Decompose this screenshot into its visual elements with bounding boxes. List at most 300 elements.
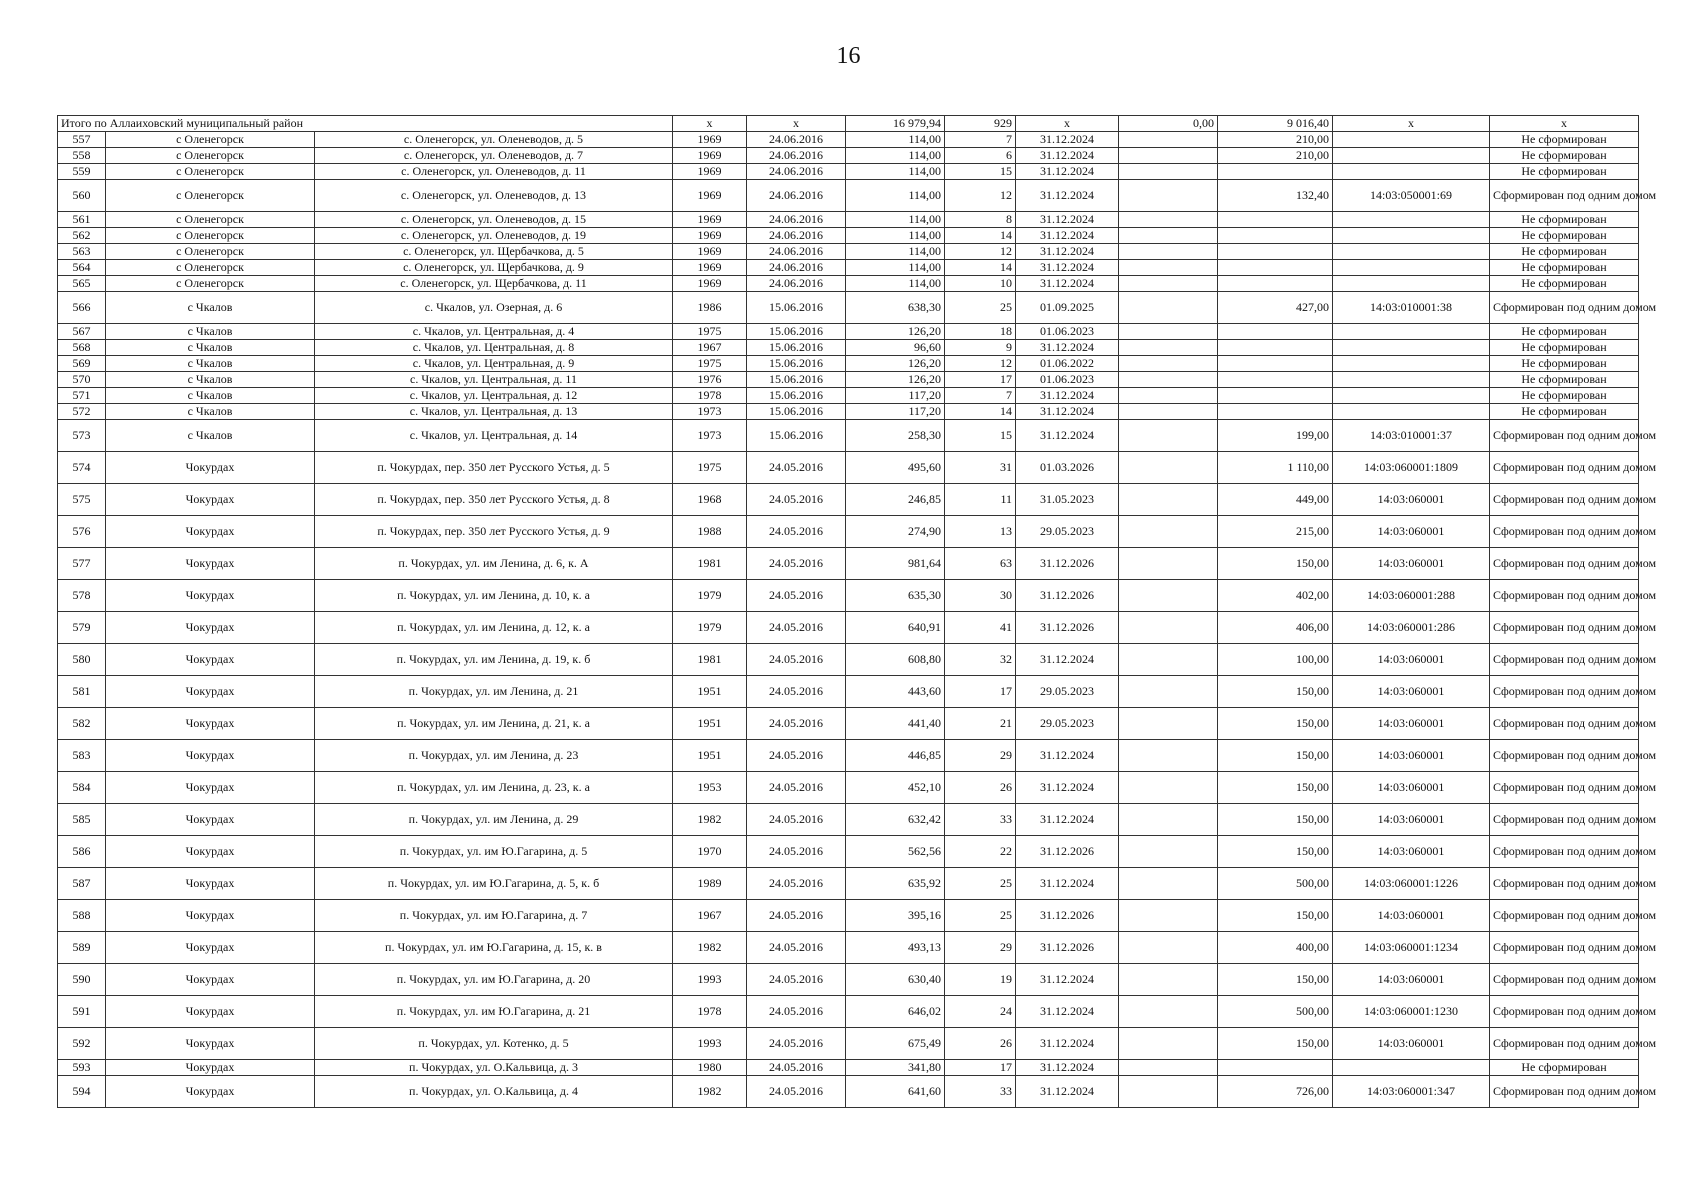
year-cell: 1993 — [673, 1028, 747, 1060]
year-cell: 1968 — [673, 484, 747, 516]
cost-cell — [1119, 804, 1218, 836]
table-row — [58, 1060, 1639, 1076]
area-cell: 646,02 — [846, 996, 945, 1028]
settlement-cell: Чокурдах — [106, 900, 315, 932]
status-cell: Сформирован под одним домом — [1490, 484, 1639, 516]
area-cell: 114,00 — [846, 212, 945, 228]
settlement-cell: с Оленегорск — [106, 148, 315, 164]
date-cell: 15.06.2016 — [747, 388, 846, 404]
address-cell: с. Оленегорск, ул. Оленеводов, д. 11 — [315, 164, 673, 180]
land-area-cell: 150,00 — [1218, 548, 1333, 580]
total-row — [58, 116, 1639, 132]
row-number: 583 — [58, 740, 106, 772]
land-area-cell — [1218, 228, 1333, 244]
address-cell: п. Чокурдах, ул. О.Кальвица, д. 4 — [315, 1076, 673, 1108]
table-row — [58, 740, 1639, 772]
row-number: 588 — [58, 900, 106, 932]
year-cell: 1969 — [673, 244, 747, 260]
settlement-cell: с Чкалов — [106, 340, 315, 356]
year-cell: 1975 — [673, 356, 747, 372]
cadastral-cell — [1333, 228, 1490, 244]
row-number: 593 — [58, 1060, 106, 1076]
cadastral-cell: 14:03:060001 — [1333, 964, 1490, 996]
residents-cell: 31 — [945, 452, 1016, 484]
residents-cell: 30 — [945, 580, 1016, 612]
settlement-cell: с Чкалов — [106, 324, 315, 340]
table-row — [58, 260, 1639, 276]
deadline-cell: 31.12.2024 — [1016, 260, 1119, 276]
cost-cell — [1119, 868, 1218, 900]
area-cell: 638,30 — [846, 292, 945, 324]
area-cell: 274,90 — [846, 516, 945, 548]
year-cell: 1980 — [673, 1060, 747, 1076]
total-status: x — [1490, 116, 1639, 132]
cadastral-cell: 14:03:060001 — [1333, 644, 1490, 676]
deadline-cell: 31.12.2024 — [1016, 1076, 1119, 1108]
cadastral-cell — [1333, 212, 1490, 228]
date-cell: 24.05.2016 — [747, 612, 846, 644]
date-cell: 24.05.2016 — [747, 676, 846, 708]
status-cell: Не сформирован — [1490, 404, 1639, 420]
land-area-cell: 500,00 — [1218, 996, 1333, 1028]
deadline-cell: 31.12.2024 — [1016, 164, 1119, 180]
year-cell: 1969 — [673, 164, 747, 180]
deadline-cell: 01.06.2023 — [1016, 372, 1119, 388]
year-cell: 1981 — [673, 644, 747, 676]
land-area-cell: 132,40 — [1218, 180, 1333, 212]
cadastral-cell: 14:03:060001:286 — [1333, 612, 1490, 644]
row-number: 582 — [58, 708, 106, 740]
status-cell: Сформирован под одним домом — [1490, 644, 1639, 676]
address-cell: с. Чкалов, ул. Центральная, д. 9 — [315, 356, 673, 372]
land-area-cell: 210,00 — [1218, 148, 1333, 164]
area-cell: 341,80 — [846, 1060, 945, 1076]
settlement-cell: с Оленегорск — [106, 180, 315, 212]
table-row — [58, 388, 1639, 404]
row-number: 557 — [58, 132, 106, 148]
status-cell: Сформирован под одним домом — [1490, 516, 1639, 548]
area-cell: 114,00 — [846, 180, 945, 212]
cost-cell — [1119, 836, 1218, 868]
table-row — [58, 708, 1639, 740]
settlement-cell: с Чкалов — [106, 356, 315, 372]
land-area-cell — [1218, 276, 1333, 292]
deadline-cell: 31.12.2024 — [1016, 244, 1119, 260]
table-row — [58, 932, 1639, 964]
status-cell: Не сформирован — [1490, 324, 1639, 340]
year-cell: 1976 — [673, 372, 747, 388]
status-cell: Сформирован под одним домом — [1490, 708, 1639, 740]
year-cell: 1979 — [673, 580, 747, 612]
cost-cell — [1119, 324, 1218, 340]
year-cell: 1978 — [673, 996, 747, 1028]
deadline-cell: 31.12.2026 — [1016, 900, 1119, 932]
status-cell: Сформирован под одним домом — [1490, 772, 1639, 804]
area-cell: 114,00 — [846, 260, 945, 276]
cadastral-cell: 14:03:060001 — [1333, 484, 1490, 516]
table-row — [58, 420, 1639, 452]
deadline-cell: 31.12.2024 — [1016, 340, 1119, 356]
date-cell: 15.06.2016 — [747, 340, 846, 356]
deadline-cell: 31.12.2026 — [1016, 612, 1119, 644]
row-number: 564 — [58, 260, 106, 276]
status-cell: Не сформирован — [1490, 372, 1639, 388]
settlement-cell: с Оленегорск — [106, 244, 315, 260]
residents-cell: 26 — [945, 1028, 1016, 1060]
deadline-cell: 31.12.2024 — [1016, 1060, 1119, 1076]
area-cell: 641,60 — [846, 1076, 945, 1108]
deadline-cell: 31.12.2026 — [1016, 548, 1119, 580]
table-body — [58, 116, 1657, 1108]
date-cell: 24.06.2016 — [747, 180, 846, 212]
address-cell: п. Чокурдах, пер. 350 лет Русского Устья, д. 8 — [315, 484, 673, 516]
address-cell: п. Чокурдах, ул. им Ленина, д. 10, к. а — [315, 580, 673, 612]
cost-cell — [1119, 356, 1218, 372]
land-area-cell: 150,00 — [1218, 836, 1333, 868]
table-row — [58, 404, 1639, 420]
area-cell: 632,42 — [846, 804, 945, 836]
area-cell: 443,60 — [846, 676, 945, 708]
cost-cell — [1119, 372, 1218, 388]
status-cell: Не сформирован — [1490, 228, 1639, 244]
address-cell: п. Чокурдах, ул. им Ленина, д. 6, к. А — [315, 548, 673, 580]
status-cell: Сформирован под одним домом — [1490, 740, 1639, 772]
address-cell: с. Чкалов, ул. Озерная, д. 6 — [315, 292, 673, 324]
year-cell: 1951 — [673, 676, 747, 708]
land-area-cell: 215,00 — [1218, 516, 1333, 548]
table-row — [58, 964, 1639, 996]
status-cell: Сформирован под одним домом — [1490, 1028, 1639, 1060]
residents-cell: 11 — [945, 484, 1016, 516]
cost-cell — [1119, 260, 1218, 276]
land-area-cell: 199,00 — [1218, 420, 1333, 452]
year-cell: 1969 — [673, 132, 747, 148]
table-row — [58, 180, 1639, 212]
land-area-cell: 100,00 — [1218, 644, 1333, 676]
settlement-cell: Чокурдах — [106, 740, 315, 772]
year-cell: 1993 — [673, 964, 747, 996]
residents-cell: 29 — [945, 932, 1016, 964]
cost-cell — [1119, 996, 1218, 1028]
year-cell: 1969 — [673, 212, 747, 228]
cadastral-cell: 14:03:060001:1234 — [1333, 932, 1490, 964]
cost-cell — [1119, 1028, 1218, 1060]
total-year: x — [673, 116, 747, 132]
cost-cell — [1119, 292, 1218, 324]
cost-cell — [1119, 404, 1218, 420]
settlement-cell: Чокурдах — [106, 868, 315, 900]
residents-cell: 63 — [945, 548, 1016, 580]
date-cell: 24.06.2016 — [747, 276, 846, 292]
residents-cell: 33 — [945, 1076, 1016, 1108]
deadline-cell: 31.12.2026 — [1016, 932, 1119, 964]
deadline-cell: 29.05.2023 — [1016, 676, 1119, 708]
cadastral-cell — [1333, 372, 1490, 388]
cadastral-cell — [1333, 132, 1490, 148]
table-row — [58, 372, 1639, 388]
land-area-cell: 150,00 — [1218, 676, 1333, 708]
settlement-cell: Чокурдах — [106, 676, 315, 708]
status-cell: Сформирован под одним домом — [1490, 996, 1639, 1028]
cadastral-cell: 14:03:010001:37 — [1333, 420, 1490, 452]
land-area-cell: 150,00 — [1218, 900, 1333, 932]
cost-cell — [1119, 548, 1218, 580]
row-number: 563 — [58, 244, 106, 260]
row-number: 559 — [58, 164, 106, 180]
residents-cell: 25 — [945, 868, 1016, 900]
cadastral-cell — [1333, 148, 1490, 164]
area-cell: 640,91 — [846, 612, 945, 644]
cadastral-cell — [1333, 244, 1490, 260]
row-number: 577 — [58, 548, 106, 580]
year-cell: 1951 — [673, 708, 747, 740]
date-cell: 24.05.2016 — [747, 516, 846, 548]
land-area-cell: 150,00 — [1218, 708, 1333, 740]
date-cell: 15.06.2016 — [747, 420, 846, 452]
address-cell: с. Оленегорск, ул. Оленеводов, д. 19 — [315, 228, 673, 244]
residents-cell: 17 — [945, 1060, 1016, 1076]
cadastral-cell — [1333, 1060, 1490, 1076]
date-cell: 24.06.2016 — [747, 244, 846, 260]
address-cell: п. Чокурдах, ул. им Ленина, д. 12, к. а — [315, 612, 673, 644]
status-cell: Сформирован под одним домом — [1490, 292, 1639, 324]
settlement-cell: с Чкалов — [106, 292, 315, 324]
area-cell: 114,00 — [846, 244, 945, 260]
deadline-cell: 01.06.2023 — [1016, 324, 1119, 340]
table-row — [58, 212, 1639, 228]
cadastral-cell: 14:03:060001 — [1333, 548, 1490, 580]
cadastral-cell: 14:03:060001:288 — [1333, 580, 1490, 612]
row-number: 561 — [58, 212, 106, 228]
cost-cell — [1119, 708, 1218, 740]
date-cell: 15.06.2016 — [747, 324, 846, 340]
status-cell: Сформирован под одним домом — [1490, 580, 1639, 612]
row-number: 567 — [58, 324, 106, 340]
residents-cell: 29 — [945, 740, 1016, 772]
cost-cell — [1119, 1060, 1218, 1076]
cost-cell — [1119, 148, 1218, 164]
year-cell: 1986 — [673, 292, 747, 324]
status-cell: Сформирован под одним домом — [1490, 900, 1639, 932]
row-number: 569 — [58, 356, 106, 372]
address-cell: с. Оленегорск, ул. Щербачкова, д. 5 — [315, 244, 673, 260]
year-cell: 1982 — [673, 804, 747, 836]
residents-cell: 12 — [945, 180, 1016, 212]
cost-cell — [1119, 244, 1218, 260]
cadastral-cell — [1333, 324, 1490, 340]
address-cell: с. Оленегорск, ул. Оленеводов, д. 13 — [315, 180, 673, 212]
deadline-cell: 31.12.2024 — [1016, 132, 1119, 148]
residents-cell: 17 — [945, 372, 1016, 388]
deadline-cell: 01.03.2026 — [1016, 452, 1119, 484]
row-number: 570 — [58, 372, 106, 388]
area-cell: 441,40 — [846, 708, 945, 740]
cadastral-cell: 14:03:060001:1226 — [1333, 868, 1490, 900]
cost-cell — [1119, 964, 1218, 996]
status-cell: Не сформирован — [1490, 164, 1639, 180]
date-cell: 24.06.2016 — [747, 228, 846, 244]
settlement-cell: Чокурдах — [106, 836, 315, 868]
settlement-cell: Чокурдах — [106, 644, 315, 676]
residents-cell: 10 — [945, 276, 1016, 292]
settlement-cell: с Оленегорск — [106, 276, 315, 292]
settlement-cell: Чокурдах — [106, 612, 315, 644]
deadline-cell: 31.12.2026 — [1016, 580, 1119, 612]
residents-cell: 19 — [945, 964, 1016, 996]
cost-cell — [1119, 420, 1218, 452]
cost-cell — [1119, 132, 1218, 148]
date-cell: 24.06.2016 — [747, 260, 846, 276]
table-row — [58, 484, 1639, 516]
cadastral-cell: 14:03:060001 — [1333, 516, 1490, 548]
cost-cell — [1119, 228, 1218, 244]
year-cell: 1953 — [673, 772, 747, 804]
cost-cell — [1119, 740, 1218, 772]
row-number: 566 — [58, 292, 106, 324]
date-cell: 24.05.2016 — [747, 1060, 846, 1076]
table-row — [58, 340, 1639, 356]
residents-cell: 14 — [945, 228, 1016, 244]
area-cell: 126,20 — [846, 324, 945, 340]
land-area-cell: 150,00 — [1218, 964, 1333, 996]
cadastral-cell — [1333, 388, 1490, 404]
cost-cell — [1119, 772, 1218, 804]
date-cell: 24.06.2016 — [747, 212, 846, 228]
residents-cell: 17 — [945, 676, 1016, 708]
row-number: 592 — [58, 1028, 106, 1060]
date-cell: 24.06.2016 — [747, 148, 846, 164]
year-cell: 1975 — [673, 324, 747, 340]
residents-cell: 26 — [945, 772, 1016, 804]
total-area: 16 979,94 — [846, 116, 945, 132]
cost-cell — [1119, 276, 1218, 292]
area-cell: 446,85 — [846, 740, 945, 772]
address-cell: с. Оленегорск, ул. Щербачкова, д. 11 — [315, 276, 673, 292]
row-number: 590 — [58, 964, 106, 996]
status-cell: Сформирован под одним домом — [1490, 932, 1639, 964]
year-cell: 1978 — [673, 388, 747, 404]
row-number: 585 — [58, 804, 106, 836]
row-number: 589 — [58, 932, 106, 964]
total-date: x — [747, 116, 846, 132]
cost-cell — [1119, 452, 1218, 484]
deadline-cell: 31.12.2026 — [1016, 836, 1119, 868]
area-cell: 635,30 — [846, 580, 945, 612]
date-cell: 15.06.2016 — [747, 404, 846, 420]
row-number: 575 — [58, 484, 106, 516]
cadastral-cell: 14:03:060001 — [1333, 772, 1490, 804]
land-area-cell: 400,00 — [1218, 932, 1333, 964]
land-area-cell: 150,00 — [1218, 772, 1333, 804]
residents-cell: 12 — [945, 244, 1016, 260]
residents-cell: 18 — [945, 324, 1016, 340]
address-cell: с. Чкалов, ул. Центральная, д. 11 — [315, 372, 673, 388]
land-area-cell: 1 110,00 — [1218, 452, 1333, 484]
status-cell: Не сформирован — [1490, 148, 1639, 164]
table-row — [58, 292, 1639, 324]
cadastral-cell: 14:03:060001 — [1333, 804, 1490, 836]
total-land-area: 9 016,40 — [1218, 116, 1333, 132]
area-cell: 495,60 — [846, 452, 945, 484]
date-cell: 24.05.2016 — [747, 868, 846, 900]
table-row — [58, 1028, 1639, 1060]
row-number: 584 — [58, 772, 106, 804]
year-cell: 1969 — [673, 148, 747, 164]
date-cell: 24.05.2016 — [747, 932, 846, 964]
area-cell: 493,13 — [846, 932, 945, 964]
land-area-cell: 210,00 — [1218, 132, 1333, 148]
address-cell: п. Чокурдах, ул. им Ленина, д. 19, к. б — [315, 644, 673, 676]
land-area-cell: 150,00 — [1218, 740, 1333, 772]
settlement-cell: Чокурдах — [106, 1076, 315, 1108]
year-cell: 1981 — [673, 548, 747, 580]
cost-cell — [1119, 340, 1218, 356]
date-cell: 24.05.2016 — [747, 772, 846, 804]
table-row — [58, 996, 1639, 1028]
cost-cell — [1119, 1076, 1218, 1108]
area-cell: 114,00 — [846, 148, 945, 164]
status-cell: Сформирован под одним домом — [1490, 548, 1639, 580]
address-cell: с. Чкалов, ул. Центральная, д. 13 — [315, 404, 673, 420]
settlement-cell: с Оленегорск — [106, 212, 315, 228]
address-cell: п. Чокурдах, ул. им Ю.Гагарина, д. 7 — [315, 900, 673, 932]
cost-cell — [1119, 212, 1218, 228]
deadline-cell: 31.05.2023 — [1016, 484, 1119, 516]
address-cell: с. Чкалов, ул. Центральная, д. 4 — [315, 324, 673, 340]
date-cell: 24.05.2016 — [747, 484, 846, 516]
area-cell: 117,20 — [846, 388, 945, 404]
settlement-cell: с Чкалов — [106, 404, 315, 420]
residents-cell: 15 — [945, 164, 1016, 180]
address-cell: с. Чкалов, ул. Центральная, д. 12 — [315, 388, 673, 404]
table-row — [58, 452, 1639, 484]
date-cell: 24.05.2016 — [747, 740, 846, 772]
address-cell: п. Чокурдах, ул. О.Кальвица, д. 3 — [315, 1060, 673, 1076]
address-cell: с. Оленегорск, ул. Щербачкова, д. 9 — [315, 260, 673, 276]
table-row — [58, 612, 1639, 644]
year-cell: 1988 — [673, 516, 747, 548]
address-cell: п. Чокурдах, пер. 350 лет Русского Устья, д. 5 — [315, 452, 673, 484]
year-cell: 1982 — [673, 932, 747, 964]
date-cell: 24.05.2016 — [747, 452, 846, 484]
area-cell: 395,16 — [846, 900, 945, 932]
cadastral-cell: 14:03:060001 — [1333, 836, 1490, 868]
status-cell: Не сформирован — [1490, 260, 1639, 276]
address-cell: п. Чокурдах, ул. им Ленина, д. 23, к. а — [315, 772, 673, 804]
cadastral-cell — [1333, 356, 1490, 372]
settlement-cell: с Оленегорск — [106, 164, 315, 180]
land-area-cell: 449,00 — [1218, 484, 1333, 516]
area-cell: 126,20 — [846, 372, 945, 388]
table-row — [58, 548, 1639, 580]
settlement-cell: Чокурдах — [106, 580, 315, 612]
cadastral-cell — [1333, 404, 1490, 420]
row-number: 587 — [58, 868, 106, 900]
deadline-cell: 31.12.2024 — [1016, 772, 1119, 804]
cost-cell — [1119, 612, 1218, 644]
residents-cell: 8 — [945, 212, 1016, 228]
status-cell: Не сформирован — [1490, 212, 1639, 228]
address-cell: п. Чокурдах, пер. 350 лет Русского Устья, д. 9 — [315, 516, 673, 548]
residents-cell: 41 — [945, 612, 1016, 644]
status-cell: Не сформирован — [1490, 356, 1639, 372]
settlement-cell: Чокурдах — [106, 772, 315, 804]
date-cell: 24.05.2016 — [747, 900, 846, 932]
cadastral-cell: 14:03:060001 — [1333, 1028, 1490, 1060]
residents-cell: 6 — [945, 148, 1016, 164]
land-area-cell — [1218, 404, 1333, 420]
status-cell: Сформирован под одним домом — [1490, 676, 1639, 708]
